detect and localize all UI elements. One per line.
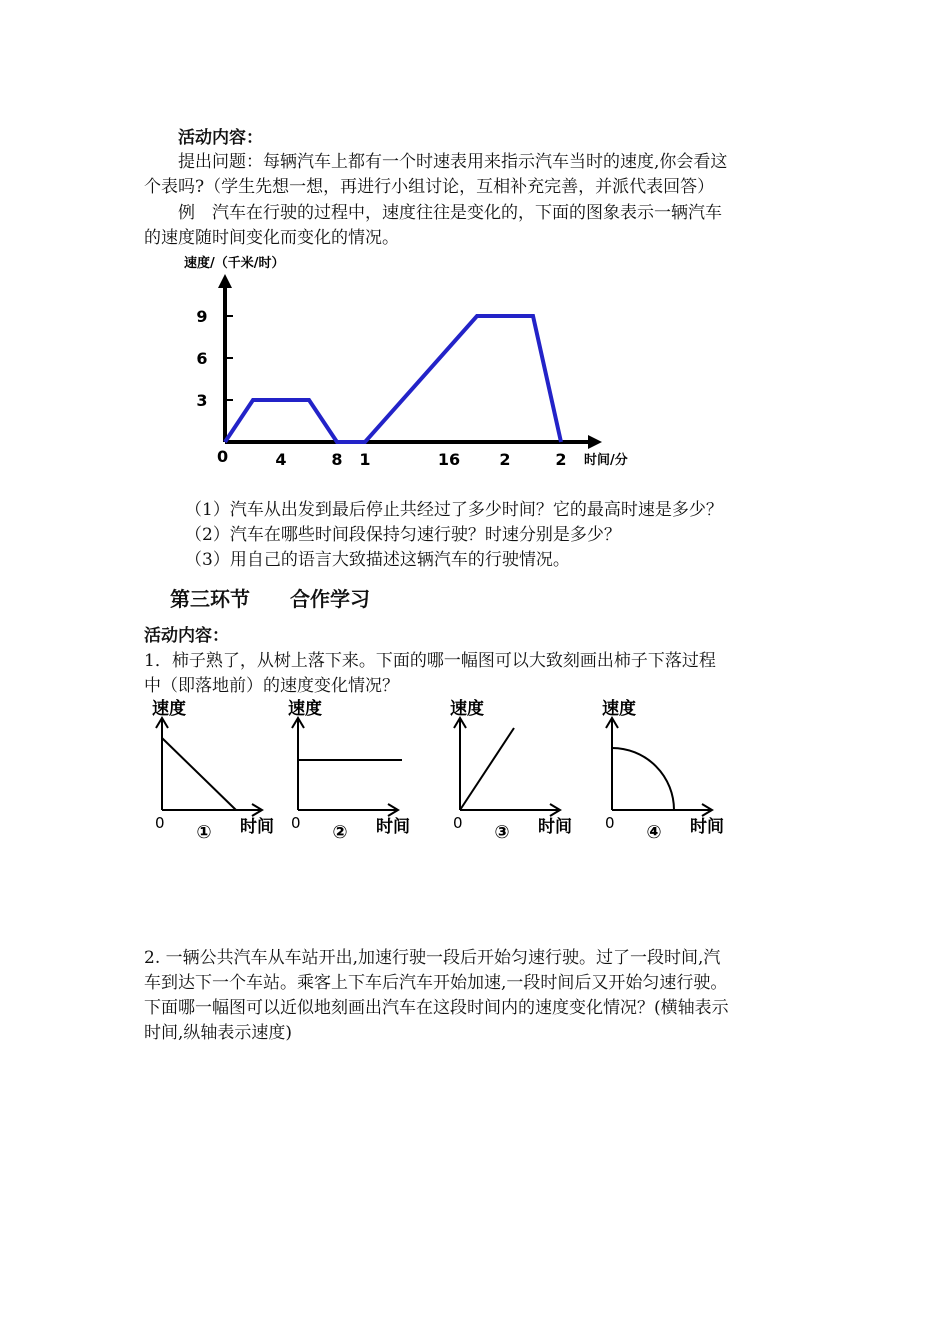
graph-y-label: 速度 [602,699,636,719]
chart-tick-labels [196,307,566,469]
graph-2 [288,698,410,843]
activity-label: 活动内容： [178,128,263,148]
q1-line-1: 1．柿子熟了，从树上落下来。下面的哪一幅图可以大致刻画出柿子下落过程 [144,651,716,671]
graph-curve [612,748,674,810]
q2-line-1: 2. 一辆公共汽车从车站开出,加速行驶一段后开始匀速行驶。过了一段时间,汽 [144,948,721,968]
graph-y-label: 速度 [288,699,322,719]
graph-curve [162,738,236,810]
graph-curve [460,728,514,810]
section-3-title: 第三环节 合作学习 [170,587,370,611]
problem-line-2: 个表吗?（学生先想一想，再进行小组讨论，互相补充完善，并派代表回答） [144,177,715,197]
x-tick-label: 4 [275,450,287,469]
x-tick-label: 8 [331,450,343,469]
x-tick-label: 2 [499,450,511,469]
graph-x-label: 时间 [538,817,572,837]
y-axis-label: 速度/（千米/时） [184,256,285,271]
graph-1 [152,698,274,843]
graph-x-label: 时间 [376,817,410,837]
problem-line-1: 提出问题：每辆汽车上都有一个时速表用来指示汽车当时的速度,你会看这 [178,152,728,172]
graph-number-label: ① [196,822,212,843]
question-3: （3）用自己的语言大致描述这辆汽车的行驶情况。 [185,550,570,570]
graph-y-label: 速度 [152,699,186,719]
question-1: （1）汽车从出发到最后停止共经过了多少时间？它的最高时速是多少？ [185,500,723,520]
graph-origin-label: 0 [453,814,463,832]
q1-line-2: 中（即落地前）的速度变化情况？ [144,676,399,696]
section-3-activity-label: 活动内容： [144,626,229,646]
origin-label: 0 [217,447,229,466]
example-line-2: 的速度随时间变化而变化的情况。 [144,228,399,248]
speed-time-chart [170,250,650,480]
example-line-1: 例 汽车在行驶的过程中，速度往往是变化的，下面的图象表示一辆汽车 [178,203,722,223]
graph-origin-label: 0 [291,814,301,832]
q2-line-3: 下面哪一幅图可以近似地刻画出汽车在这段时间内的速度变化情况？(横轴表示 [144,998,729,1018]
x-tick-label: 16 [437,450,461,469]
graph-x-label: 时间 [690,817,724,837]
graph-origin-label: 0 [155,814,165,832]
graph-4 [602,698,724,843]
graph-y-label: 速度 [450,699,484,719]
y-tick-label: 6 [196,349,208,368]
q2-line-2: 车到达下一个车站。乘客上下车后汽车开始加速,一段时间后又开始匀速行驶。 [144,973,728,993]
x-tick-label: 1 [359,450,371,469]
y-axis-arrow [218,274,232,288]
x-tick-label: 2 [555,450,567,469]
speed-series-line [225,316,561,442]
graph-x-label: 时间 [240,817,274,837]
graph-number-label: ④ [646,822,662,843]
y-tick-label: 3 [196,391,208,410]
q2-line-4: 时间,纵轴表示速度) [144,1023,293,1043]
chart-series-line [225,316,561,442]
y-tick-label: 9 [196,307,208,326]
answer-graphs [140,690,760,850]
x-axis-label: 时间/分 [584,453,628,468]
graph-3 [450,698,572,843]
graph-number-label: ③ [494,822,510,843]
question-2: （2）汽车在哪些时间段保持匀速行驶？时速分别是多少？ [185,525,621,545]
graph-number-label: ② [332,822,348,843]
x-axis-arrow [588,435,602,449]
graph-origin-label: 0 [605,814,615,832]
